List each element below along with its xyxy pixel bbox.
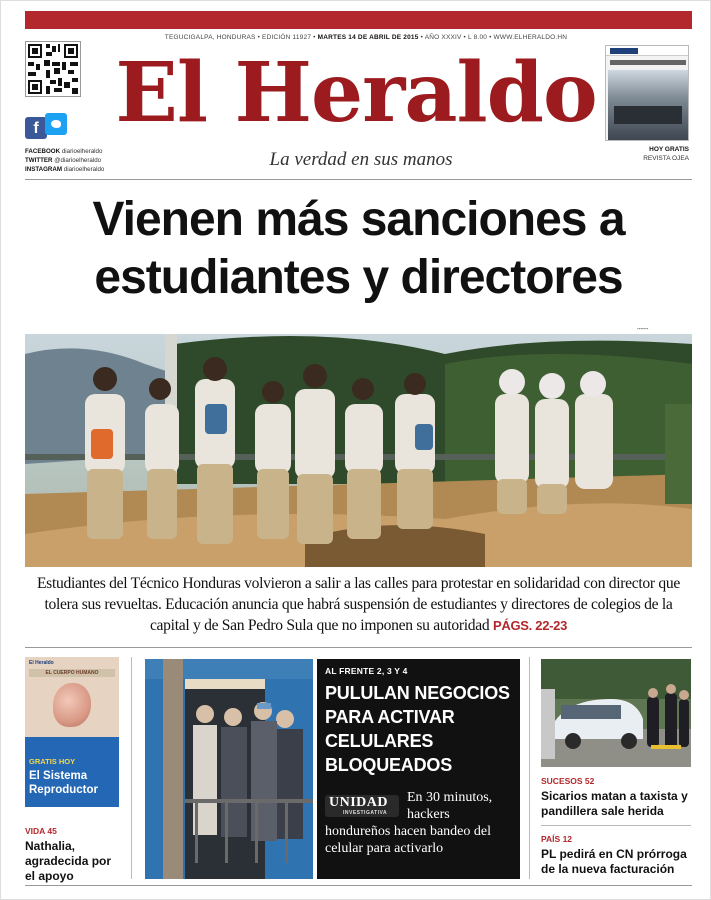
crime-scene-photo bbox=[541, 659, 691, 767]
vida-teaser bbox=[25, 823, 121, 884]
report-text-a: En 30 minutos, hackers bbox=[407, 790, 493, 822]
card-title: EL CUERPO HUMANO bbox=[29, 669, 115, 677]
teaser-text: Nathalia, agradecida por el apoyo bbox=[25, 839, 112, 883]
card-brand: El Heraldo bbox=[29, 660, 54, 666]
investigative-report-box bbox=[317, 659, 520, 879]
anatomy-illustration-icon bbox=[53, 683, 91, 727]
unidad-investigativa-badge bbox=[325, 795, 399, 817]
page-reference: PÁGS. 22-23 bbox=[493, 618, 568, 633]
main-headline bbox=[25, 191, 692, 307]
headline-line: estudiantes y directores bbox=[94, 251, 623, 304]
gratis-magazine-card bbox=[25, 657, 119, 807]
qr-code-icon bbox=[25, 41, 81, 97]
left-column bbox=[25, 657, 123, 883]
column-divider bbox=[529, 657, 530, 879]
caption-text: Estudiantes del Técnico Honduras volvieron a salir a las calles para protestar en solidaridad con director que tolera sus revueltas. Educación anuncia que habrá suspensión de estudiantes y directores de colegios de la capital y de San Pedro Sula que no imponen su autoridad bbox=[36, 575, 681, 634]
social-handles bbox=[25, 147, 104, 174]
gratis-text: El Sistema Reproductor bbox=[29, 770, 98, 796]
newspaper-tagline: La verdad en sus manos bbox=[269, 149, 453, 170]
section-kicker: VIDA 45 bbox=[25, 826, 57, 836]
magazine-promo-thumbnail bbox=[605, 45, 689, 141]
photo-credit-mark: ▪▪▪▪▪▪▪ bbox=[637, 326, 649, 331]
gratis-label: GRATIS HOY bbox=[29, 757, 76, 766]
section-kicker: SUCESOS 52 bbox=[541, 776, 595, 786]
badge-main: UNIDAD bbox=[329, 795, 388, 810]
report-title: PULULAN NEGOCIOS PARA ACTIVAR CELULARES BLOQUEADOS bbox=[325, 683, 510, 775]
badge-sub: INVESTIGATIVA bbox=[343, 810, 388, 816]
report-text-b: hondureños hacen bandeo del celular para activarlo bbox=[325, 824, 491, 856]
social-line: INSTAGRAM diarioelheraldo bbox=[25, 166, 105, 173]
dateline-prefix: TEGUCIGALPA, HONDURAS • EDICIÓN 11927 • bbox=[164, 34, 316, 41]
main-photo-students-protest bbox=[25, 334, 692, 567]
headline-line: Vienen más sanciones a bbox=[92, 193, 625, 246]
phone-shop-photo bbox=[145, 659, 313, 879]
divider bbox=[25, 647, 692, 648]
divider bbox=[25, 179, 692, 180]
twitter-icon bbox=[45, 113, 67, 135]
dateline bbox=[131, 34, 601, 41]
social-line: TWITTER @diarioelheraldo bbox=[25, 157, 102, 164]
brief-text: PL pedirá en CN prórroga de la nueva facturación bbox=[541, 847, 687, 876]
dateline-date: MARTES 14 DE ABRIL DE 2015 bbox=[317, 34, 419, 41]
social-icons bbox=[25, 111, 69, 143]
main-photo-caption bbox=[25, 573, 692, 636]
dateline-suffix: • AÑO XXXIV • L 8.00 • WWW.ELHERALDO.HN bbox=[420, 34, 568, 41]
report-kicker: AL FRENTE 2, 3 Y 4 bbox=[325, 666, 408, 676]
column-divider bbox=[131, 657, 132, 879]
news-brief bbox=[541, 773, 691, 819]
news-brief bbox=[541, 831, 691, 877]
divider bbox=[541, 825, 691, 826]
section-kicker: PAÍS 12 bbox=[541, 834, 573, 844]
newspaper-title: El Heraldo bbox=[115, 45, 597, 141]
facebook-icon: f bbox=[25, 117, 47, 139]
top-color-bar bbox=[25, 11, 692, 29]
promo-label: HOY GRATIS REVISTA OJEA bbox=[643, 146, 689, 162]
brief-text: Sicarios matan a taxista y pandillera sale herida bbox=[541, 789, 688, 818]
divider bbox=[25, 885, 692, 886]
social-line: FACEBOOK diarioelheraldo bbox=[25, 148, 103, 155]
